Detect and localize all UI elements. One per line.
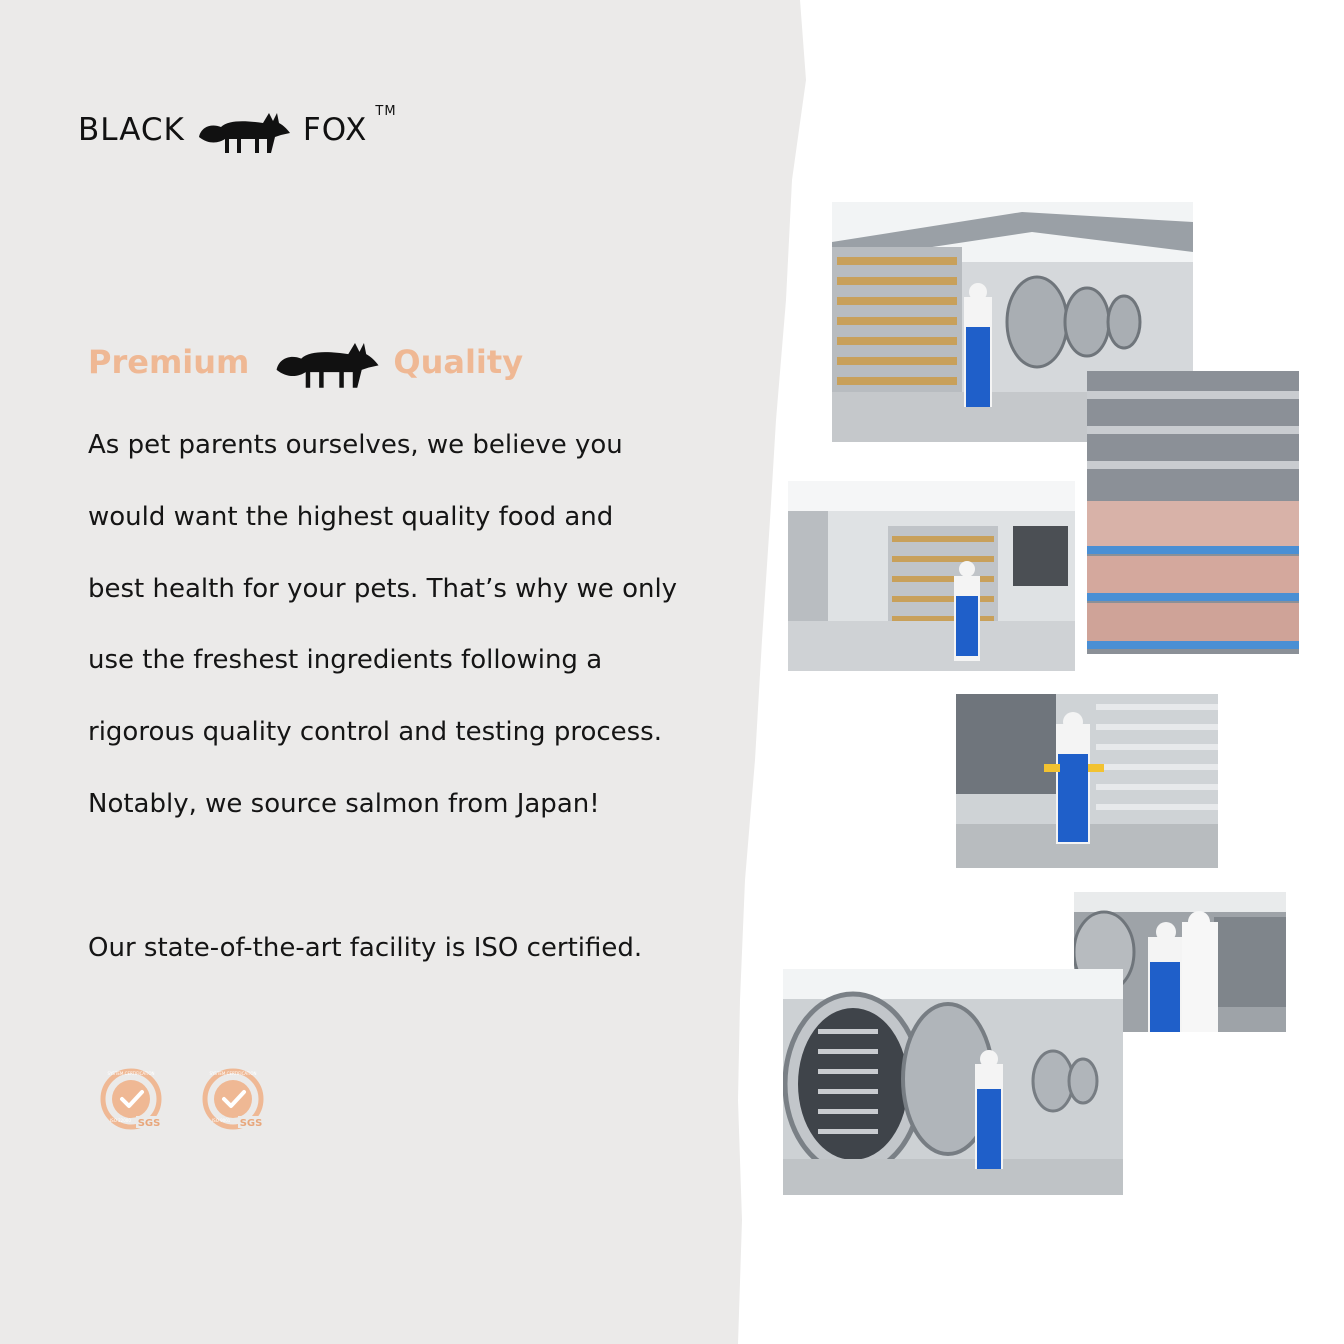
brand-word-right: FOX <box>302 112 368 148</box>
body-line: would want the highest quality food and <box>88 501 614 532</box>
facility-photo-3 <box>788 481 1075 671</box>
body-line: As pet parents ourselves, we believe you <box>88 430 623 460</box>
certification-badge-1 <box>98 1066 164 1132</box>
badge-top-text: SYSTEM CERTIFICATION <box>107 1071 155 1076</box>
facility-photo-4 <box>956 694 1218 868</box>
trademark: TM <box>375 104 397 119</box>
facility-photo-2 <box>1087 371 1299 654</box>
badge-mark: SGS <box>137 1118 161 1129</box>
headline-quality: Quality <box>393 343 524 381</box>
badge-side-text: ISO 9001 <box>212 1118 231 1123</box>
brand-logo[interactable] <box>78 100 397 160</box>
body-text <box>88 410 748 985</box>
headline <box>88 330 523 394</box>
badge-top-text: SYSTEM CERTIFICATION <box>209 1071 257 1076</box>
headline-premium: Premium <box>88 343 250 381</box>
body-line: use the freshest ingredients following a <box>88 645 603 676</box>
badge-side-text: ISO 22000 <box>110 1118 131 1123</box>
badge-mark: SGS <box>239 1118 263 1129</box>
certification-badge-2 <box>200 1066 266 1132</box>
body-line: Notably, we source salmon from Japan! <box>88 788 600 819</box>
body-line: best health for your pets. That’s why we only <box>88 573 678 604</box>
body-line: rigorous quality control and testing process. <box>88 717 662 748</box>
iso-statement: Our state-of-the-art facility is ISO certified. <box>88 932 643 963</box>
brand-word-left: BLACK <box>78 112 185 148</box>
fox-icon <box>273 334 381 390</box>
facility-photo-6 <box>783 969 1123 1195</box>
fox-icon <box>197 105 291 155</box>
